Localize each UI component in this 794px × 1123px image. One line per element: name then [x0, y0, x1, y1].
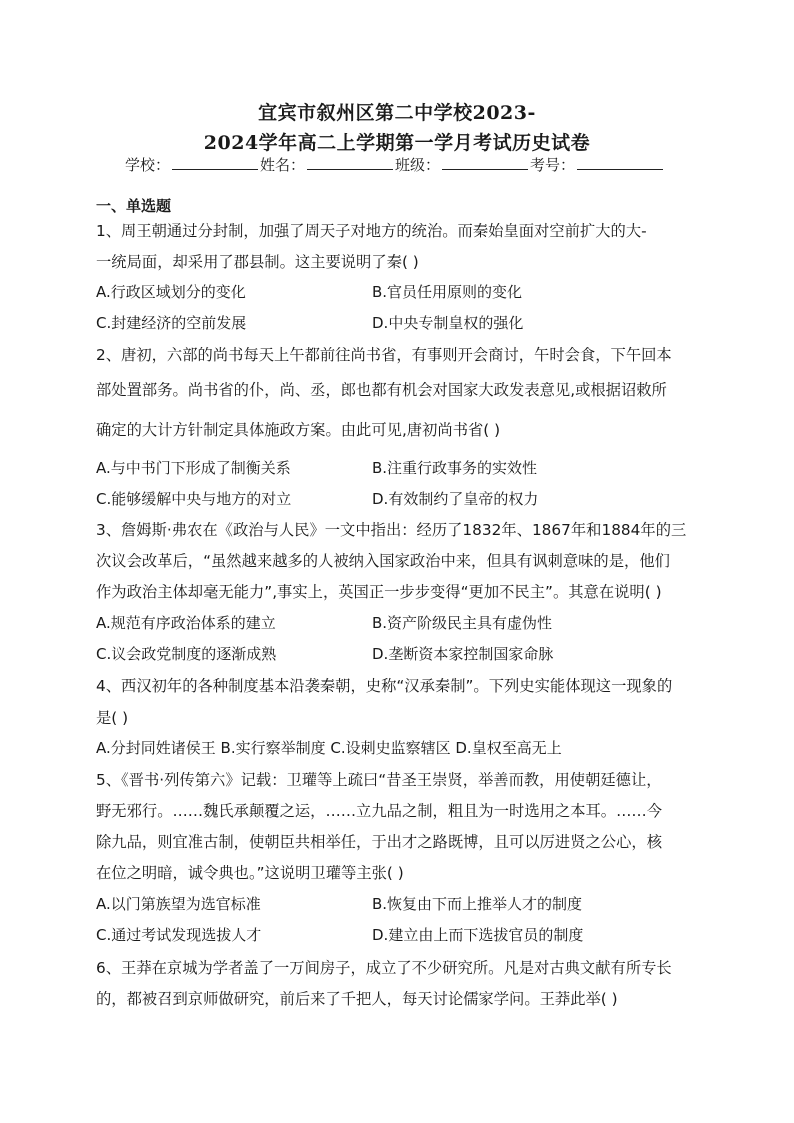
- question-1-option-c[interactable]: C.封建经济的空前发展: [96, 314, 247, 332]
- question-1-option-d[interactable]: D.中央专制皇权的强化: [372, 314, 524, 332]
- class-label: 班级：: [395, 156, 441, 174]
- section-title: 一、单选题: [96, 197, 172, 215]
- question-5-line-2: 野无邪行。……魏氏承颠覆之运，……立九品之制，粗且为一时选用之本耳。……今: [96, 802, 662, 820]
- question-1-line-1: 1、周王朝通过分封制，加强了周天子对地方的统治。而秦始皇面对空前扩大的大-: [96, 222, 647, 240]
- question-3-option-a[interactable]: A.规范有序政治体系的建立: [96, 614, 276, 632]
- question-5-option-b[interactable]: B.恢复由下而上推举人才的制度: [372, 895, 583, 913]
- question-2-line-3: 确定的大计方针制定具体施政方案。由此可见,唐初尚书省( ): [96, 421, 501, 439]
- question-6-line-1: 6、王莽在京城为学者盖了一万间房子，成立了不少研究所。凡是对古典文献有所专长: [96, 959, 672, 977]
- question-3-option-c[interactable]: C.议会政党制度的逐渐成熟: [96, 645, 277, 663]
- question-5-option-d[interactable]: D.建立由上而下选拔官员的制度: [372, 926, 584, 944]
- name-blank[interactable]: [307, 155, 393, 170]
- question-5-line-4: 在位之明暗，诚令典也。”这说明卫瓘等主张( ): [96, 864, 404, 882]
- question-2-option-d[interactable]: D.有效制约了皇帝的权力: [372, 490, 539, 508]
- question-2-option-c[interactable]: C.能够缓解中央与地方的对立: [96, 490, 292, 508]
- exam-title-line2: 2024学年高二上学期第一学月考试历史试卷: [203, 132, 591, 154]
- question-3-line-1: 3、詹姆斯·弗农在《政治与人民》一文中指出：经历了1832年、1867年和1884年的三: [96, 521, 687, 539]
- number-blank[interactable]: [577, 155, 663, 170]
- question-3-option-b[interactable]: B.资产阶级民主具有虚伪性: [372, 614, 553, 632]
- question-2-option-b[interactable]: B.注重行政事务的实效性: [372, 459, 538, 477]
- name-label: 姓名：: [260, 156, 306, 174]
- question-4-options[interactable]: A.分封同姓诸侯王 B.实行察举制度 C.设刺史监察辖区 D.皇权至高无上: [96, 739, 562, 757]
- question-5-line-3: 除九品，则宜准古制，使朝臣共相举任，于出才之路既博，且可以厉进贤之公心，核: [96, 833, 662, 851]
- school-blank[interactable]: [172, 155, 258, 170]
- question-5-option-a[interactable]: A.以门第族望为选官标准: [96, 895, 261, 913]
- question-6-line-2: 的，都被召到京师做研究，前后来了千把人，每天讨论儒家学问。王莽此举( ): [96, 990, 618, 1008]
- question-1-line-2: 一统局面，却采用了郡县制。这主要说明了秦( ): [96, 253, 419, 271]
- question-3-line-3: 作为政治主体却毫无能力”,事实上，英国正一步步变得“更加不民主”。其意在说明( ): [96, 583, 662, 601]
- school-label: 学校：: [125, 156, 171, 174]
- exam-title-line1: 宜宾市叙州区第二中学校2023-: [258, 102, 536, 124]
- question-2-line-2: 部处置部务。尚书省的仆，尚、丞，郎也都有机会对国家大政发表意见,或根据诏敕所: [96, 381, 667, 399]
- question-1-option-a[interactable]: A.行政区域划分的变化: [96, 283, 246, 301]
- number-label: 考号：: [530, 156, 576, 174]
- question-1-option-b[interactable]: B.官员任用原则的变化: [372, 283, 523, 301]
- question-5-option-c[interactable]: C.通过考试发现选拔人才: [96, 926, 262, 944]
- class-blank[interactable]: [442, 155, 528, 170]
- question-4-line-1: 4、西汉初年的各种制度基本沿袭秦朝，史称“汉承秦制”。下列史实能体现这一现象的: [96, 677, 673, 695]
- question-2-line-1: 2、唐初，六部的尚书每天上午都前往尚书省，有事则开会商讨，午时会食，下午回本: [96, 346, 672, 364]
- question-3-option-d[interactable]: D.垄断资本家控制国家命脉: [372, 645, 554, 663]
- question-5-line-1: 5、《晋书·列传第六》记载：卫瓘等上疏曰“昔圣王崇贤，举善而教，用使朝廷德让，: [96, 771, 662, 789]
- question-2-option-a[interactable]: A.与中书门下形成了制衡关系: [96, 459, 291, 477]
- question-4-line-2: 是( ): [96, 709, 129, 727]
- question-3-line-2: 次议会改革后，“虽然越来越多的人被纳入国家政治中来，但具有讽刺意味的是，他们: [96, 552, 670, 570]
- student-info-row: [125, 154, 665, 175]
